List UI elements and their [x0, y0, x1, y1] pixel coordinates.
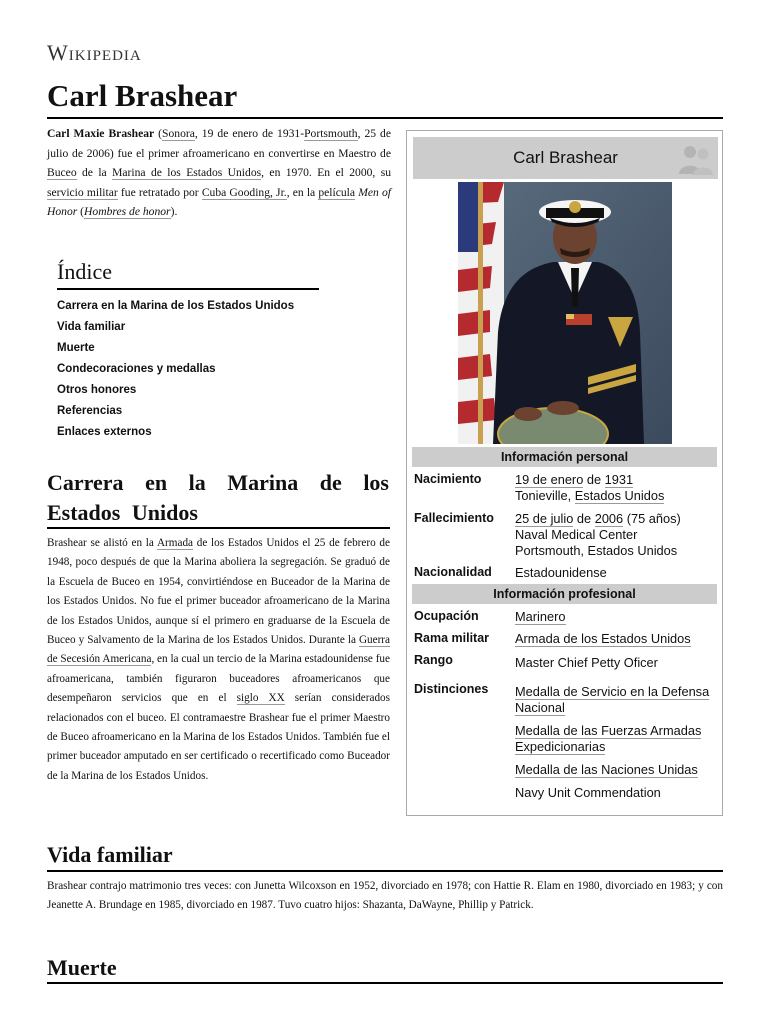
toc-item-condecoraciones[interactable]: Condecoraciones y medallas	[57, 363, 216, 375]
wikipedia-logo[interactable]: Wikipedia	[47, 40, 142, 65]
toc-item-otros-honores[interactable]: Otros honores	[57, 384, 137, 396]
section-paragraph-vida-familiar: Brashear contrajo matrimonio tres veces: con Junetta Wilcoxson en 1952, divorciado en 1978; con Hattie R. Elam en 1980, divorciado en 1983; y con Jeanette A. Brundage en 1985, divorciado en 1987. Tuvo cuatro hijos: Shazanta, DaWayne, Phillip y Patrick.	[47, 880, 723, 912]
table-of-contents	[57, 258, 319, 443]
link-medalla-defensa-nacional[interactable]: Medalla de Servicio en la Defensa Nacional	[515, 684, 710, 715]
label-distinciones: Distinciones	[414, 682, 489, 696]
link-2006[interactable]: 2006	[594, 511, 624, 526]
infobox-title: Carl Brashear	[513, 148, 618, 167]
lead-name: Carl Maxie Brashear	[47, 127, 155, 140]
value-ocupacion	[515, 609, 725, 625]
people-icon	[676, 141, 716, 175]
toc-item-vida-familiar[interactable]: Vida familiar	[57, 321, 126, 333]
link-servicio-militar[interactable]: servicio militar	[47, 185, 118, 199]
link-cuba-gooding[interactable]: Cuba Gooding, Jr.	[201, 185, 287, 199]
title-divider	[47, 117, 723, 119]
paragraph-text: de los Estados Unidos el 25 de febrero de 1948, poco después de que la Marina aboliera la segregación. Se graduó de la Escuela de Buceo en 1954, convirtiéndose en Buceador de la Marina de los Estados Unidos. No fue el primer buceador afroamericano de la Marina de los Estados Unidos, aunque sí el primero en graduarse de la Escuela de Buceo y Salvamento de la Marina de los Estados Unidos. Durante la	[47, 537, 390, 647]
section-heading-carrera: Carrera en la Marina de los Estados Unidos	[47, 470, 389, 525]
lead-text: de la	[76, 166, 113, 179]
infobox-section-personal: Información personal	[412, 447, 717, 467]
toc-item-referencias[interactable]: Referencias	[57, 405, 123, 417]
section-divider	[47, 527, 390, 529]
link-buceo[interactable]: Buceo	[47, 166, 77, 179]
value-nacimiento	[515, 472, 725, 504]
lead-text: , en la	[286, 185, 319, 199]
toc-divider	[57, 288, 319, 290]
value-text: Naval Medical Center	[515, 527, 638, 542]
link-sonora[interactable]: Sonora	[162, 127, 195, 140]
link-19-de-enero[interactable]: 19 de enero	[515, 472, 584, 487]
link-estados-unidos[interactable]: Estados Unidos	[574, 488, 665, 503]
link-guerra-secesion[interactable]: Guerra de Secesión Americana	[47, 634, 390, 666]
value-distincion-2	[515, 723, 720, 755]
value-distincion-4: Navy Unit Commendation	[515, 785, 661, 800]
label-ocupacion: Ocupación	[414, 609, 479, 623]
label-fallecimiento: Fallecimiento	[414, 511, 494, 525]
label-rango: Rango	[414, 653, 453, 667]
label-nacionalidad: Nacionalidad	[414, 565, 492, 579]
lead-text: (	[77, 205, 85, 218]
link-medalla-fuerzas-expedicionarias[interactable]: Medalla de las Fuerzas Armadas Expedicionarias	[515, 723, 702, 754]
film-title: Men of Honor	[47, 185, 391, 218]
section-divider	[47, 982, 723, 984]
link-portsmouth[interactable]: Portsmouth	[304, 127, 358, 140]
infobox-header	[413, 137, 718, 179]
link-medalla-naciones-unidas[interactable]: Medalla de las Naciones Unidas	[515, 762, 698, 777]
infobox-section-profesional: Información profesional	[412, 584, 717, 604]
value-rama-militar	[515, 631, 725, 647]
lead-text: , 25 de julio de 2006) fue el primer afroamericano en convertirse en Maestro de	[47, 127, 392, 160]
value-nacionalidad: Estadounidense	[515, 565, 607, 580]
section-divider	[47, 870, 723, 872]
value-text: de	[573, 511, 595, 526]
paragraph-text: Brashear se alistó en la	[47, 537, 157, 549]
toc-title: Índice	[57, 259, 112, 284]
value-distincion-1	[515, 684, 720, 716]
lead-paragraph	[47, 124, 391, 222]
value-fallecimiento	[515, 511, 725, 559]
link-marina[interactable]: Marina de los Estados Unidos	[112, 166, 262, 179]
link-marinero[interactable]: Marinero	[515, 609, 566, 624]
value-rango: Master Chief Petty Oficer	[515, 655, 658, 670]
label-nacimiento: Nacimiento	[414, 472, 482, 486]
portrait-photo[interactable]	[458, 182, 672, 444]
link-hombres-de-honor[interactable]: Hombres de honor	[84, 205, 171, 218]
infobox	[406, 130, 723, 816]
link-armada-eeuu[interactable]: Armada de los Estados Unidos	[515, 631, 691, 646]
value-distincion-3	[515, 762, 725, 778]
section-heading-muerte: Muerte	[47, 955, 117, 980]
section-paragraph-carrera	[47, 534, 390, 786]
label-rama-militar: Rama militar	[414, 631, 490, 645]
link-armada[interactable]: Armada	[156, 537, 194, 549]
toc-item-enlaces-externos[interactable]: Enlaces externos	[57, 426, 152, 438]
lead-text: fue retratado por	[117, 185, 202, 199]
lead-text: (	[154, 127, 163, 140]
value-text: (75 años)	[623, 511, 681, 526]
link-25-de-julio[interactable]: 25 de julio	[515, 511, 574, 526]
paragraph-text: , en la cual un tercio de la Marina estadounidense fue afroamericana, también figuraron buceadores afroamericanos que desempeñaron servicios que en el	[47, 653, 390, 705]
toc-item-carrera[interactable]: Carrera en la Marina de los Estados Unidos	[57, 300, 295, 312]
link-1931[interactable]: 1931	[604, 472, 634, 487]
value-text: Portsmouth, Estados Unidos	[515, 543, 678, 558]
value-text: de	[583, 472, 605, 487]
toc-item-muerte[interactable]: Muerte	[57, 342, 95, 354]
link-pelicula[interactable]: película	[318, 185, 356, 199]
link-siglo-xx[interactable]: siglo XX	[236, 692, 285, 705]
section-heading-vida-familiar: Vida familiar	[47, 842, 173, 867]
lead-text: , en 1970. En el 2000, su	[261, 166, 391, 179]
lead-text: , 19 de enero de 1931-	[194, 127, 305, 140]
lead-text: ).	[170, 205, 178, 218]
value-text: Tonieville,	[515, 488, 572, 503]
page-title: Carl Brashear	[47, 78, 238, 113]
paragraph-text: serían considerados relacionados con el buceo. El contramaestre Brashear fue el primer Maestro de Buceo afroamericano en la Marina de los Estados Unidos. También fue el primer buceador amputado en ser certificado o recertificado como Buceador de la Marina de los Estados Unidos.	[47, 692, 390, 782]
